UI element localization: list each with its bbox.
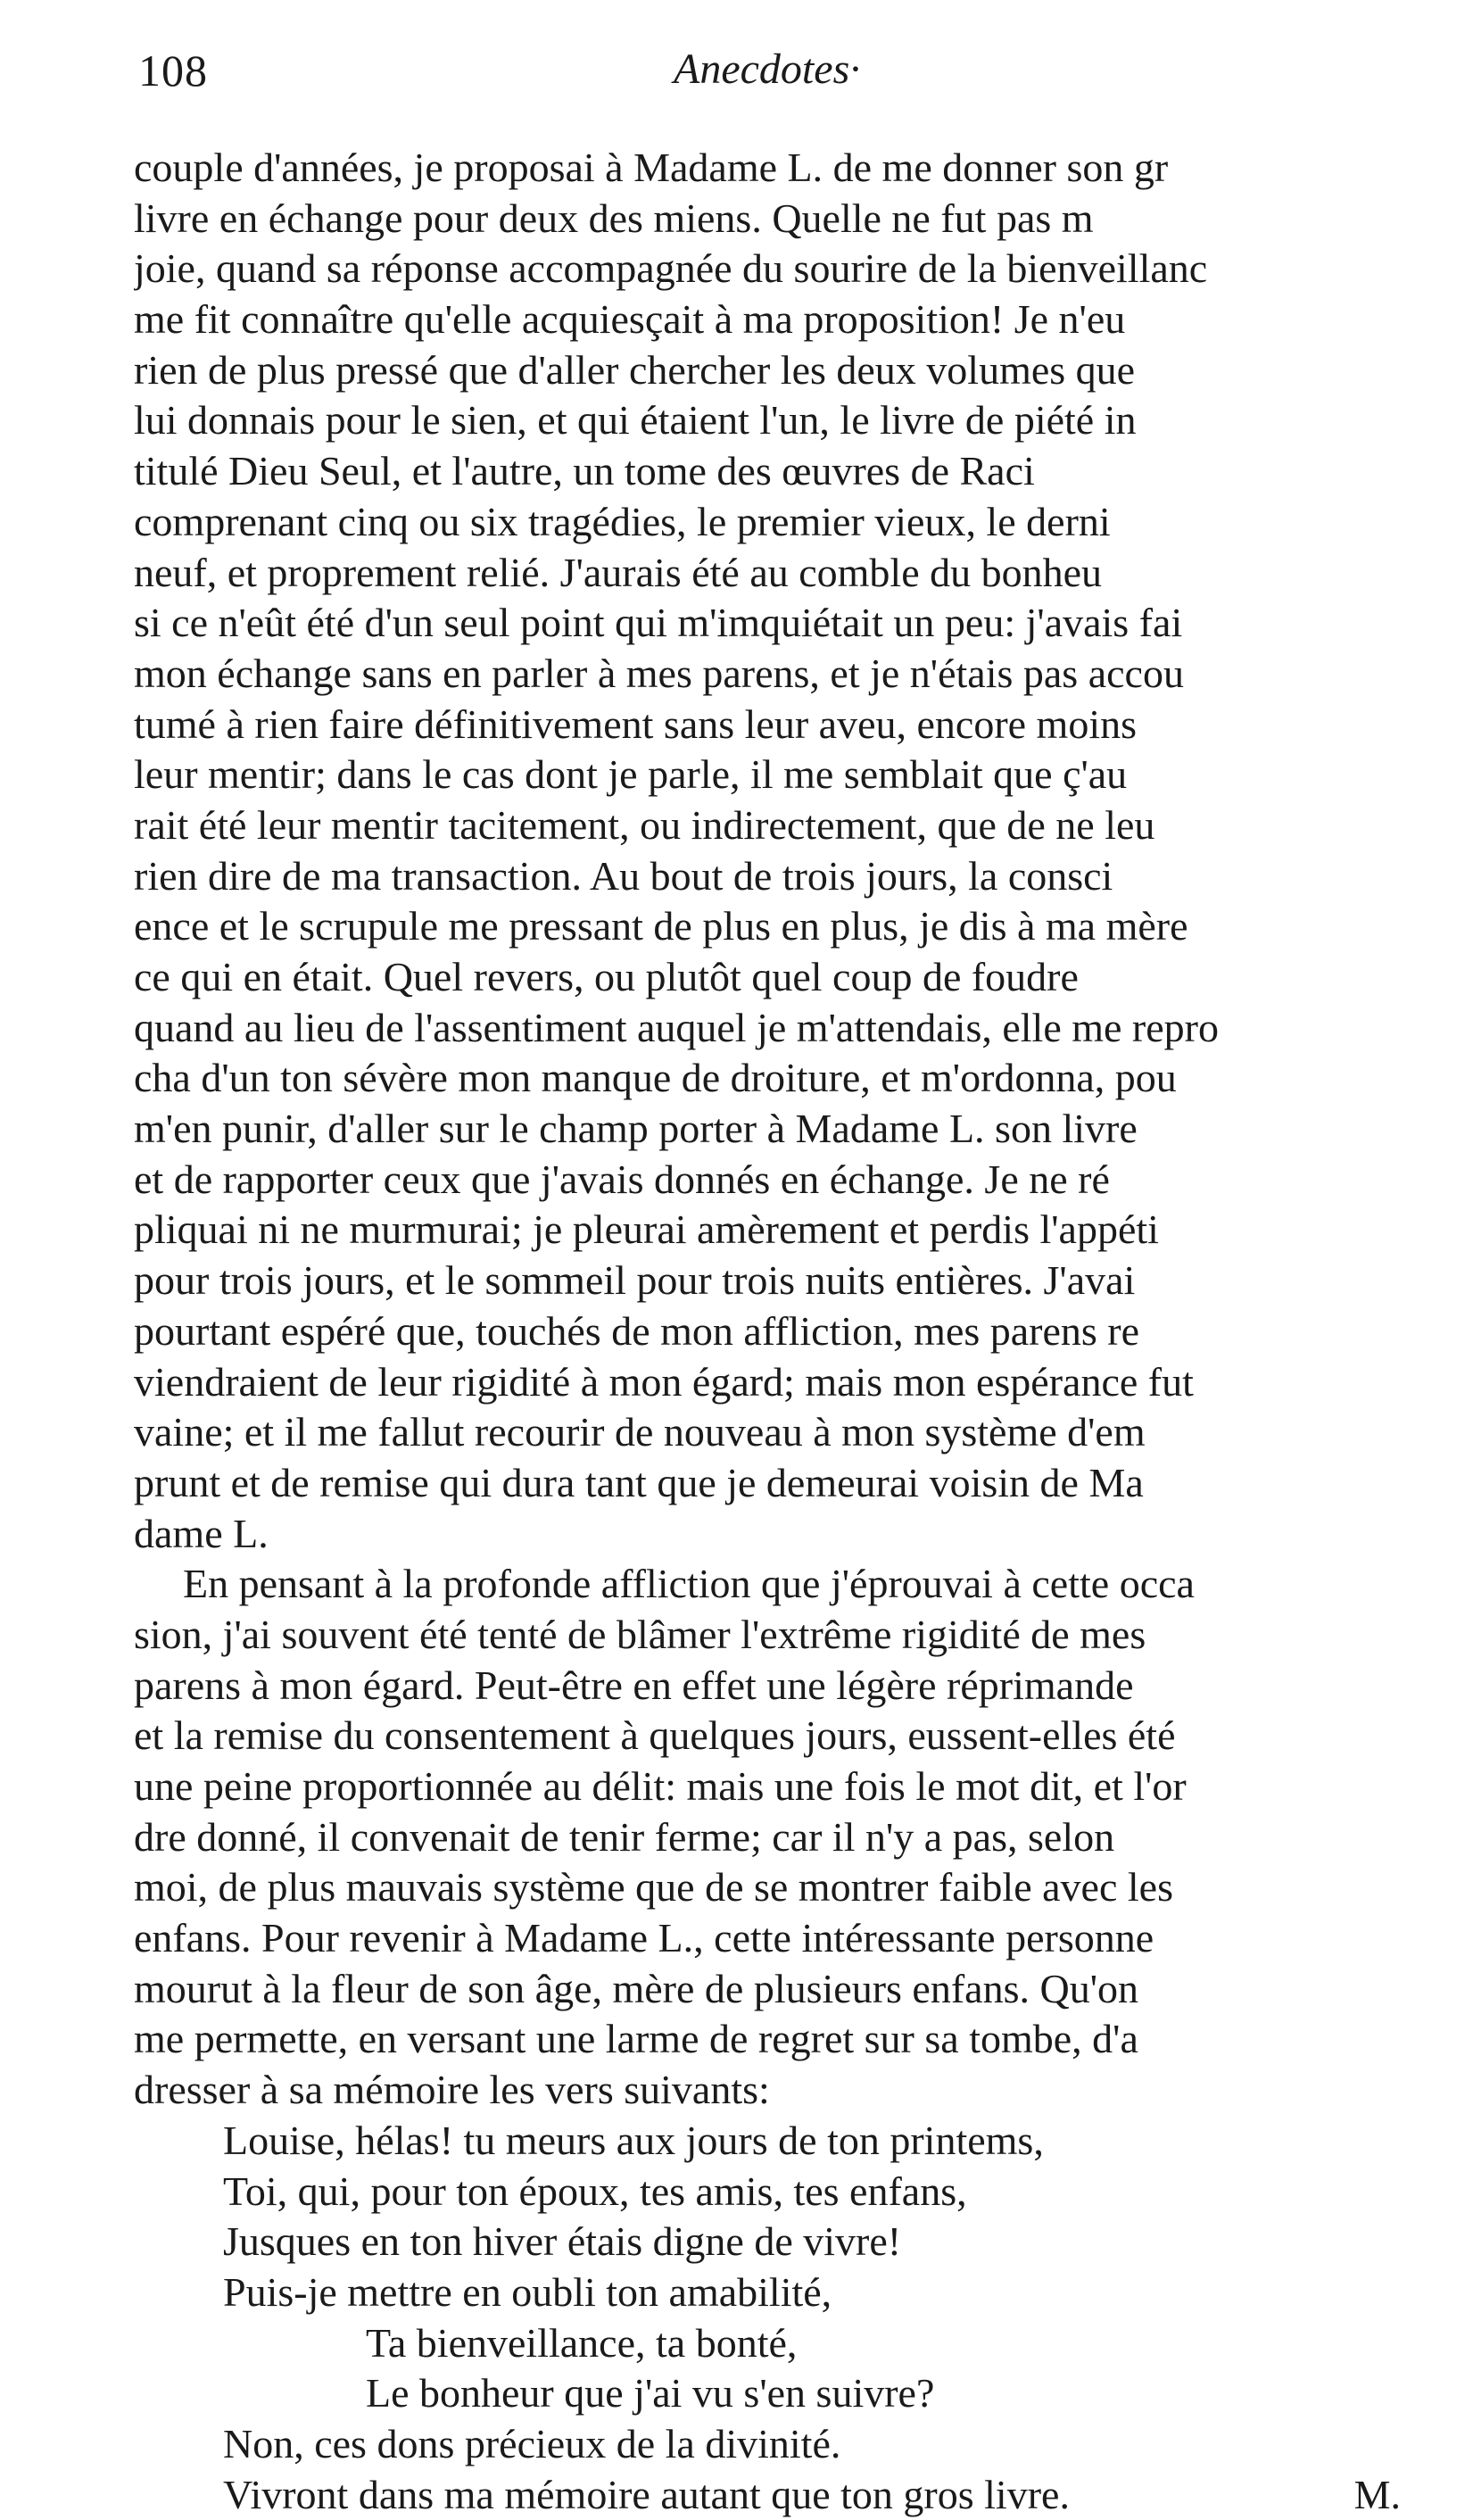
text-line: me permette, en versant une larme de regret sur sa tombe, d'a (134, 2016, 1138, 2062)
verse-line-final (134, 2470, 1410, 2520)
text-line: leur mentir; dans le cas dont je parle, il me semblait que ç'au (134, 751, 1128, 798)
page-number: 108 (138, 46, 208, 95)
text-block (134, 143, 1410, 2520)
text-line: dresser à sa mémoire les vers suivants: (134, 2067, 770, 2113)
text-line: parens à mon égard. Peut-être en effet une légère réprimande (134, 1662, 1134, 1708)
text-line: pour trois jours, et le sommeil pour trois nuits entières. J'avai (134, 1257, 1136, 1304)
text-line: me fit connaître qu'elle acquiesçait à ma proposition! Je n'eu (134, 296, 1126, 343)
text-line: mourut à la fleur de son âge, mère de plusieurs enfans. Qu'on (134, 1965, 1138, 2011)
verse-line: Le bonheur que j'ai vu s'en suivre? (366, 2370, 935, 2416)
text-line: quand au lieu de l'assentiment auquel je m'attendais, elle me repro (134, 1004, 1219, 1050)
text-line: rien de plus pressé que d'aller chercher les deux volumes que (134, 346, 1136, 393)
text-line: et de rapporter ceux que j'avais donnés en échange. Je ne ré (134, 1156, 1110, 1202)
author-signature: M. (1353, 2471, 1401, 2517)
text-line: vaine; et il me fallut recourir de nouveau à mon système d'em (134, 1409, 1146, 1455)
verse-line: Puis-je mettre en oubli ton amabilité, (223, 2268, 832, 2315)
text-line: prunt et de remise qui dura tant que je demeurai voisin de Ma (134, 1459, 1144, 1505)
text-line: dame L. (134, 1510, 269, 1556)
text-line: lui donnais pour le sien, et qui étaient l'un, le livre de piété in (134, 397, 1137, 443)
verse-line: Ta bienveillance, ta bonté, (366, 2319, 798, 2366)
text-line: viendraient de leur rigidité à mon égard; mais mon espérance fut (134, 1358, 1194, 1405)
verse-line: Toi, qui, pour ton époux, tes amis, tes enfans, (223, 2168, 967, 2214)
text-line: comprenant cinq ou six tragédies, le premier vieux, le derni (134, 498, 1111, 544)
running-head: Anecdotes· (674, 46, 861, 93)
text-line: enfans. Pour revenir à Madame L., cette intéressante personne (134, 1915, 1154, 1961)
text-line: rait été leur mentir tacitement, ou indirectement, que de ne leu (134, 801, 1155, 848)
text-line: moi, de plus mauvais système que de se montrer faible avec les (134, 1864, 1173, 1911)
text-line: sion, j'ai souvent été tenté de blâmer l'extrême rigidité de mes (134, 1611, 1146, 1657)
verse-line: Non, ces dons précieux de la divinité. (223, 2420, 841, 2466)
text-line: ence et le scrupule me pressant de plus en plus, je dis à ma mère (134, 903, 1188, 949)
page-header (138, 36, 1387, 107)
text-line: En pensant à la profonde affliction que j'éprouvai à cette occa (183, 1561, 1195, 1607)
text-line: si ce n'eût été d'un seul point qui m'imquiétait un peu: j'avais fai (134, 600, 1183, 646)
text-line: couple d'années, je proposai à Madame L. de me donner son gr (134, 145, 1169, 190)
verse-line: Jusques en ton hiver étais digne de vivre! (223, 2218, 902, 2265)
text-line: titulé Dieu Seul, et l'autre, un tome des œuvres de Raci (134, 448, 1035, 494)
text-line: et la remise du consentement à quelques jours, eussent-elles été (134, 1712, 1176, 1759)
text-line: neuf, et proprement relié. J'aurais été au comble du bonheu (134, 549, 1103, 595)
text-line: cha d'un ton sévère mon manque de droiture, et m'ordonna, pou (134, 1055, 1177, 1101)
text-line: pliquai ni ne murmurai; je pleurai amèrement et perdis l'appéti (134, 1206, 1159, 1253)
text-line: m'en punir, d'aller sur le champ porter à Madame L. son livre (134, 1106, 1138, 1152)
text-line: tumé à rien faire définitivement sans leur aveu, encore moins (134, 700, 1138, 747)
text-line: livre en échange pour deux des miens. Quelle ne fut pas m (134, 195, 1094, 241)
text-line: rien dire de ma transaction. Au bout de trois jours, la consci (134, 852, 1113, 899)
text-line: dre donné, il convenait de tenir ferme; car il n'y a pas, selon (134, 1813, 1115, 1860)
text-line: mon échange sans en parler à mes parens, et je n'étais pas accou (134, 650, 1184, 696)
text-line: une peine proportionnée au délit: mais une fois le mot dit, et l'or (134, 1763, 1187, 1809)
text-line: pourtant espéré que, touchés de mon affliction, mes parens re (134, 1307, 1140, 1354)
text-line: ce qui en était. Quel revers, ou plutôt quel coup de foudre (134, 954, 1079, 999)
text-line: joie, quand sa réponse accompagnée du sourire de la bienveillanc (134, 245, 1208, 292)
verse-line: Vivront dans ma mémoire autant que ton gros livre. (223, 2471, 1070, 2517)
verse-line: Louise, hélas! tu meurs aux jours de ton printems, (223, 2117, 1044, 2163)
